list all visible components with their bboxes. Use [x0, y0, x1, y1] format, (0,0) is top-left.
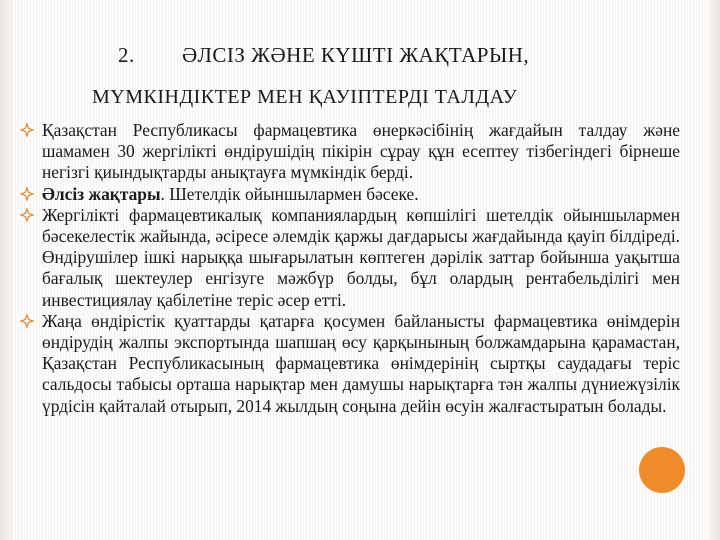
bullet-text: Қазақстан Республикасы фармацевтика өнеркәсібінің жағдайын талдау және шамамен 30 жергілікті өндірушідің пікірін сұрау құн есептеу тізбегіндегі бірнеше негізгі қиындықтарды анықтауға мүмкіндік берді.: [42, 120, 680, 183]
bullet-text: . Шетелдік ойыншылармен бәсеке.: [160, 183, 419, 204]
bullet-bold-heading: Әлсіз жақтары: [42, 183, 161, 204]
bullet-text: Жергілікті фармацевтикалық компаниялардың көпшілігі шетелдік ойыншылармен бәсекелестік жайында, әсіресе әлемдік қаржы дағдарысы жағдайында қауіп білдіреді. Өндірушілер ішкі нарыққа шығарылатын көптеген дәрілік заттар бойынша уақытша бағалық шектеулер енгізуге мәжбүр болды, бұл олардың рентабельділігі мен инвестициялау қабілетіне теріс әсер етті.: [42, 204, 680, 310]
star-bullet-icon: [20, 123, 34, 137]
bullet-list: [20, 120, 680, 417]
title-line-1: ӘЛСІЗ ЖӘНЕ КҮШТІ ЖАҚТАРЫН,: [182, 43, 530, 67]
list-item: [20, 311, 680, 417]
star-bullet-icon: [20, 208, 34, 222]
star-bullet-icon: [20, 187, 34, 201]
slide-right-edge: [708, 0, 720, 540]
list-item: [20, 205, 680, 311]
list-item: [20, 184, 680, 205]
bullet-text: Жаңа өндірістік қуаттарды қатарға қосумен байланысты фармацевтика өнімдерін өндірудің жалпы экспортында шапшаң өсу қарқынының болжамдарына қарамастан, Қазақстан Республикасының фармацевтика өнімдерінің сыртқы саудадағы теріс сальдосы табысы орташа нарықтар мен дамушы нарықтарға тән жалпы дүниежүзілік үрдісін қайталай отырып, 2014 жылдың соңына дейін өсуін жалғастыратын болады.: [42, 310, 680, 416]
slide-left-edge: [0, 0, 12, 540]
star-bullet-icon: [20, 314, 34, 328]
section-number: 2.: [118, 43, 135, 67]
slide-title: [118, 43, 529, 68]
accent-dot: [639, 447, 685, 493]
list-item: [20, 120, 680, 184]
title-line-2: МҮМКІНДІКТЕР МЕН ҚАУІПТЕРДІ ТАЛДАУ: [92, 86, 518, 108]
